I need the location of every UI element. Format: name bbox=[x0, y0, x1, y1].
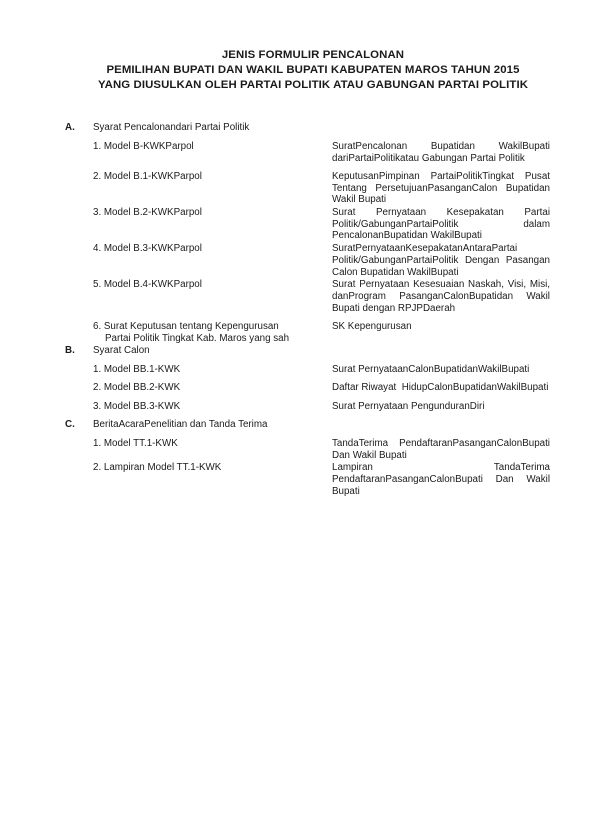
document-title bbox=[0, 48, 612, 93]
form-description: Daftar Riwayat HidupCalonBupatidanWakilBupati bbox=[332, 382, 549, 394]
form-description: KeputusanPimpinan PartaiPolitikTingkat Pusat Tentang PersetujuanPasanganCalon Bupatidan Wakil Bupati bbox=[332, 170, 553, 206]
section-c-letter: C. bbox=[65, 418, 75, 430]
form-item-row bbox=[93, 279, 551, 314]
form-item-row bbox=[93, 364, 551, 376]
form-code-label: 3. Model B.2-KWKParpol bbox=[93, 207, 202, 219]
title-line-3: YANG DIUSULKAN OLEH PARTAI POLITIK ATAU GABUNGAN PARTAI POLITIK bbox=[97, 79, 529, 91]
form-code-label: 1. Model BB.1-KWK bbox=[93, 364, 181, 376]
form-list bbox=[65, 122, 551, 497]
form-code-label: 2. Lampiran Model TT.1-KWK bbox=[93, 462, 222, 474]
form-description: Surat Pernyataan PengunduranDiri bbox=[332, 400, 485, 412]
section-a-letter: A. bbox=[65, 122, 75, 133]
form-item-row bbox=[93, 462, 551, 497]
form-code-label: 4. Model B.3-KWKParpol bbox=[93, 243, 202, 255]
title-line-2: PEMILIHAN BUPATI DAN WAKIL BUPATI KABUPATEN MAROS TAHUN 2015 bbox=[106, 64, 520, 76]
form-code-label: 6. Surat Keputusan tentang Kepengurusan Partai Politik Tingkat Kab. Maros yang sah bbox=[93, 320, 290, 344]
form-description: TandaTerima PendaftaranPasanganCalonBupati Dan Wakil Bupati bbox=[332, 437, 553, 461]
form-description: Surat Pernyataan Kesepakatan Partai Politik/GabunganPartaiPolitik dalam PencalonanBupatidan WakilBupati bbox=[332, 207, 553, 242]
section-a-title: Syarat Pencalonandari Partai Politik bbox=[93, 122, 250, 133]
form-item-row bbox=[93, 243, 551, 278]
form-item-row bbox=[93, 321, 551, 344]
section-c-title: BeritaAcaraPenelitian dan Tanda Terima bbox=[93, 418, 268, 430]
section-b-heading bbox=[65, 345, 551, 357]
form-description: SuratPencalonan Bupatidan WakilBupati dariPartaiPolitikatau Gabungan Partai Politik bbox=[332, 141, 553, 164]
form-item-row bbox=[93, 141, 551, 164]
form-description: Surat Pernyataan Kesesuaian Naskah, Visi, Misi, danProgram PasanganCalonBupatidan Wakil Bupati dengan RPJPDaerah bbox=[332, 279, 553, 314]
form-code-label: 1. Model TT.1-KWK bbox=[93, 437, 178, 449]
form-description: SK Kepengurusan bbox=[332, 320, 412, 332]
form-item-row bbox=[93, 382, 551, 394]
form-description: Surat PernyataanCalonBupatidanWakilBupati bbox=[332, 364, 530, 376]
form-description: Lampiran TandaTerima PendaftaranPasanganCalonBupati Dan Wakil Bupati bbox=[332, 462, 553, 497]
form-item-row bbox=[93, 438, 551, 461]
form-code-label: 3. Model BB.3-KWK bbox=[93, 400, 181, 412]
form-description: SuratPernyataanKesepakatanAntaraPartai Politik/GabunganPartaiPolitik Dengan Pasangan Calon Bupatidan WakilBupati bbox=[332, 243, 553, 278]
form-code-label: 1. Model B-KWKParpol bbox=[93, 141, 194, 152]
form-code-label: 5. Model B.4-KWKParpol bbox=[93, 279, 202, 291]
form-item-row bbox=[93, 171, 551, 206]
section-c-heading bbox=[65, 419, 551, 431]
section-a-heading bbox=[65, 122, 551, 134]
section-b-title: Syarat Calon bbox=[93, 345, 150, 357]
form-code-label: 2. Model BB.2-KWK bbox=[93, 382, 181, 394]
form-code-label: 2. Model B.1-KWKParpol bbox=[93, 170, 202, 182]
title-line-1: JENIS FORMULIR PENCALONAN bbox=[221, 49, 405, 61]
section-b-letter: B. bbox=[65, 345, 75, 357]
form-item-row bbox=[93, 207, 551, 242]
form-item-row bbox=[93, 401, 551, 413]
